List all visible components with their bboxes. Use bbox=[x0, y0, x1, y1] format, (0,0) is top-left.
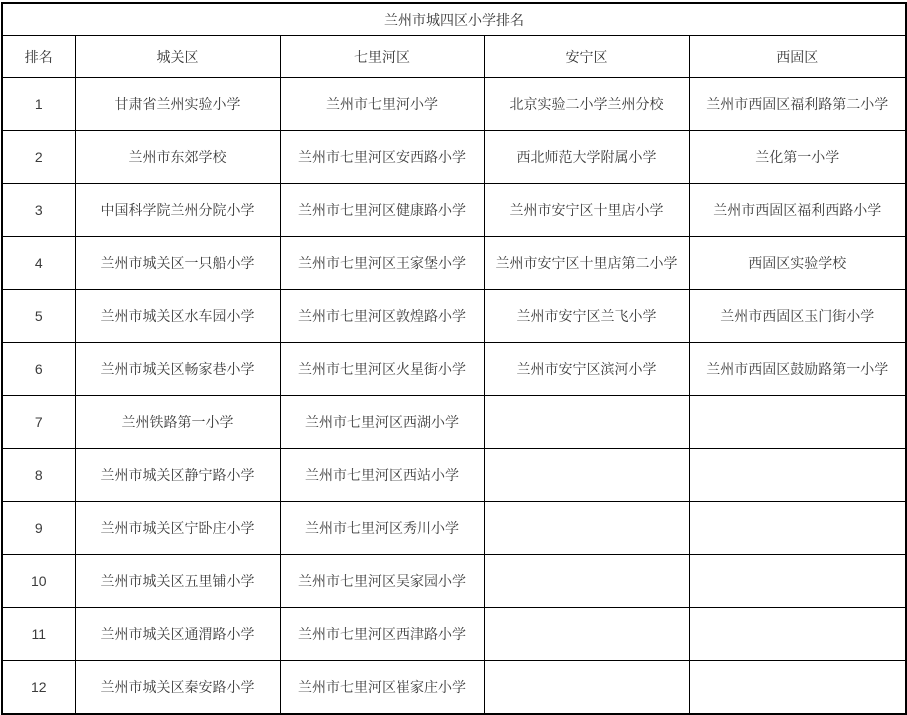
table-body bbox=[2, 78, 906, 714]
table-header-row bbox=[2, 36, 906, 78]
rank-cell: 2 bbox=[2, 131, 75, 184]
school-cell-qilihe: 兰州市七里河区健康路小学 bbox=[280, 184, 484, 237]
school-cell-chengguan: 兰州市城关区宁卧庄小学 bbox=[75, 502, 280, 555]
school-cell-chengguan: 兰州市城关区通渭路小学 bbox=[75, 608, 280, 661]
school-cell-anning: 兰州市安宁区滨河小学 bbox=[484, 343, 689, 396]
school-cell-anning: 兰州市安宁区十里店第二小学 bbox=[484, 237, 689, 290]
school-cell-chengguan: 兰州市城关区畅家巷小学 bbox=[75, 343, 280, 396]
school-cell-anning: 兰州市安宁区兰飞小学 bbox=[484, 290, 689, 343]
school-cell-xigu: 西固区实验学校 bbox=[689, 237, 906, 290]
school-cell-xigu bbox=[689, 661, 906, 714]
column-header-rank: 排名 bbox=[2, 36, 75, 78]
school-cell-anning: 兰州市安宁区十里店小学 bbox=[484, 184, 689, 237]
school-cell-anning bbox=[484, 661, 689, 714]
table-row bbox=[2, 502, 906, 555]
school-cell-xigu bbox=[689, 396, 906, 449]
school-cell-qilihe: 兰州市七里河区安西路小学 bbox=[280, 131, 484, 184]
school-cell-qilihe: 兰州市七里河区吴家园小学 bbox=[280, 555, 484, 608]
school-cell-chengguan: 兰州市城关区五里铺小学 bbox=[75, 555, 280, 608]
rank-cell: 1 bbox=[2, 78, 75, 131]
school-cell-chengguan: 兰州市东郊学校 bbox=[75, 131, 280, 184]
school-cell-chengguan: 兰州市城关区秦安路小学 bbox=[75, 661, 280, 714]
school-cell-xigu bbox=[689, 449, 906, 502]
school-cell-anning: 北京实验二小学兰州分校 bbox=[484, 78, 689, 131]
school-ranking-table bbox=[1, 2, 907, 715]
rank-cell: 4 bbox=[2, 237, 75, 290]
rank-cell: 5 bbox=[2, 290, 75, 343]
school-cell-anning: 西北师范大学附属小学 bbox=[484, 131, 689, 184]
school-cell-xigu bbox=[689, 608, 906, 661]
school-cell-qilihe: 兰州市七里河区西站小学 bbox=[280, 449, 484, 502]
school-cell-xigu: 兰州市西固区玉门街小学 bbox=[689, 290, 906, 343]
table-row bbox=[2, 555, 906, 608]
school-cell-chengguan: 兰州市城关区静宁路小学 bbox=[75, 449, 280, 502]
school-cell-qilihe: 兰州市七里河区敦煌路小学 bbox=[280, 290, 484, 343]
column-header-chengguan: 城关区 bbox=[75, 36, 280, 78]
school-cell-qilihe: 兰州市七里河区西津路小学 bbox=[280, 608, 484, 661]
school-cell-xigu: 兰化第一小学 bbox=[689, 131, 906, 184]
table-row bbox=[2, 131, 906, 184]
school-cell-anning bbox=[484, 396, 689, 449]
school-cell-qilihe: 兰州市七里河小学 bbox=[280, 78, 484, 131]
table-row bbox=[2, 343, 906, 396]
table-row bbox=[2, 78, 906, 131]
rank-cell: 8 bbox=[2, 449, 75, 502]
rank-cell: 10 bbox=[2, 555, 75, 608]
table-row bbox=[2, 396, 906, 449]
school-cell-qilihe: 兰州市七里河区西湖小学 bbox=[280, 396, 484, 449]
school-cell-xigu: 兰州市西固区福利西路小学 bbox=[689, 184, 906, 237]
table-title: 兰州市城四区小学排名 bbox=[2, 3, 906, 36]
school-cell-anning bbox=[484, 449, 689, 502]
school-cell-chengguan: 兰州铁路第一小学 bbox=[75, 396, 280, 449]
school-cell-xigu: 兰州市西固区鼓励路第一小学 bbox=[689, 343, 906, 396]
school-cell-anning bbox=[484, 502, 689, 555]
rank-cell: 11 bbox=[2, 608, 75, 661]
rank-cell: 6 bbox=[2, 343, 75, 396]
rank-cell: 3 bbox=[2, 184, 75, 237]
school-cell-qilihe: 兰州市七里河区王家堡小学 bbox=[280, 237, 484, 290]
school-cell-anning bbox=[484, 608, 689, 661]
school-cell-xigu: 兰州市西固区福利路第二小学 bbox=[689, 78, 906, 131]
column-header-anning: 安宁区 bbox=[484, 36, 689, 78]
school-cell-qilihe: 兰州市七里河区崔家庄小学 bbox=[280, 661, 484, 714]
school-cell-chengguan: 中国科学院兰州分院小学 bbox=[75, 184, 280, 237]
school-cell-chengguan: 兰州市城关区一只船小学 bbox=[75, 237, 280, 290]
table-row bbox=[2, 608, 906, 661]
table-row bbox=[2, 449, 906, 502]
school-cell-xigu bbox=[689, 502, 906, 555]
school-cell-anning bbox=[484, 555, 689, 608]
table-row bbox=[2, 290, 906, 343]
rank-cell: 12 bbox=[2, 661, 75, 714]
table-title-row bbox=[2, 3, 906, 36]
table-row bbox=[2, 237, 906, 290]
school-cell-chengguan: 兰州市城关区水车园小学 bbox=[75, 290, 280, 343]
column-header-xigu: 西固区 bbox=[689, 36, 906, 78]
rank-cell: 7 bbox=[2, 396, 75, 449]
school-cell-qilihe: 兰州市七里河区秀川小学 bbox=[280, 502, 484, 555]
column-header-qilihe: 七里河区 bbox=[280, 36, 484, 78]
rank-cell: 9 bbox=[2, 502, 75, 555]
school-cell-qilihe: 兰州市七里河区火星街小学 bbox=[280, 343, 484, 396]
table-row bbox=[2, 661, 906, 714]
school-cell-chengguan: 甘肃省兰州实验小学 bbox=[75, 78, 280, 131]
table-row bbox=[2, 184, 906, 237]
school-cell-xigu bbox=[689, 555, 906, 608]
